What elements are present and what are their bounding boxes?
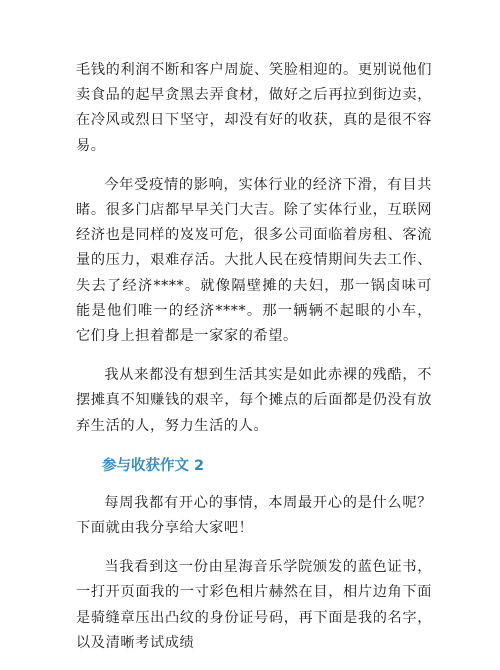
paragraph-continued: 毛钱的利润不断和客户周旋、笑脸相迎的。更别说他们卖食品的起早贪黑去弄食材，做好之后再拉到街边卖，在冷风或烈日下坚守，却没有好的收获，真的是很不容易。 [76, 62, 432, 154]
section-heading: 参与收获作文 2 [102, 457, 205, 474]
paragraph-epidemic: 今年受疫情的影响，实体行业的经济下滑，有目共睹。很多门店都早早关门大吉。除了实体行业，互联网经济也是同样的岌岌可危，很多公司面临着房租、客流量的压力，艰难存活。大批人民在疫情期间失去工作、失去了经济****。就像隔壁摊的夫妇，那一锅卤味可能是他们唯一的经济****。那一辆辆不起眼的小车，它们身上担着都是一家家的希望。 [76, 176, 432, 345]
document-page [76, 58, 432, 670]
paragraph-reflection: 我从来都没有想到生活其实是如此赤裸的残酷，不摆摊真不知赚钱的艰辛，每个摊点的后面都是仍没有放弃生活的人，努力生活的人。 [76, 367, 432, 434]
paragraph-certificate: 当我看到这一份由星海音乐学院颁发的蓝色证书，一打开页面我的一寸彩色相片赫然在目，相片边角下面是骑缝章压出凸纹的身份证号码，再下面是我的名字，以及清晰考试成绩 [76, 559, 432, 651]
paragraph-weekly-intro: 每周我都有开心的事情，本周最开心的是什么呢？下面就由我分享给大家吧！ [76, 494, 432, 537]
